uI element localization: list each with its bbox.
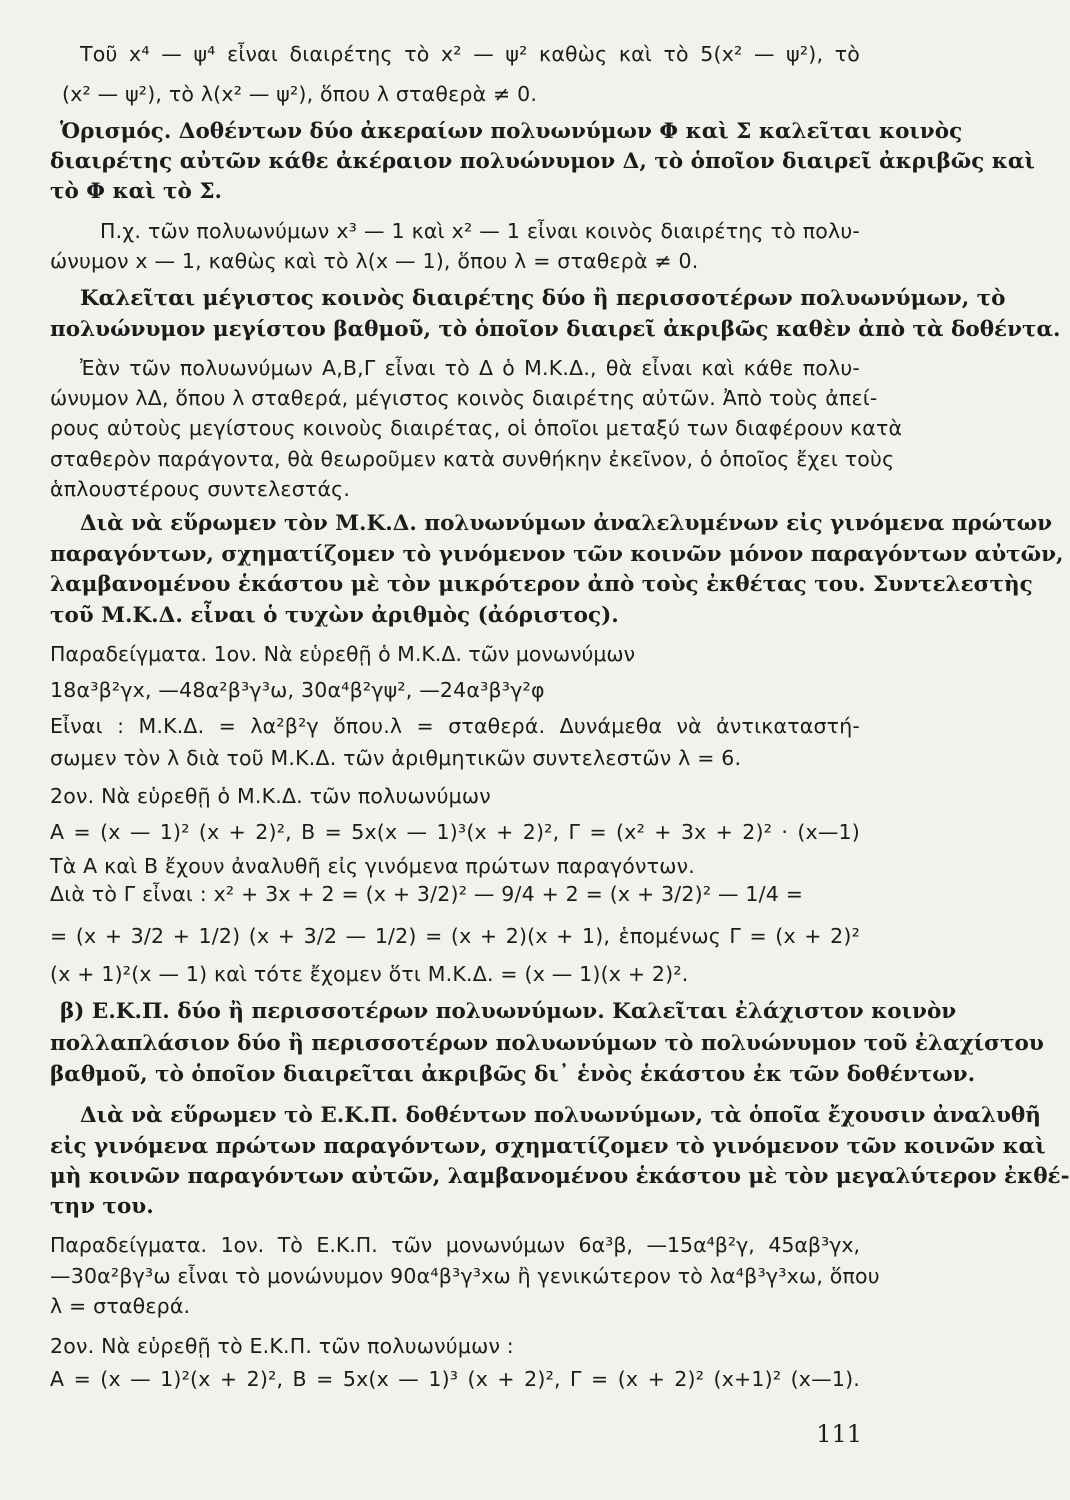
text-line: 2ον. Νὰ εὑρεθῇ τὸ Ε.Κ.Π. τῶν πολυωνύμων : [50, 1334, 514, 1358]
text-line: ἁπλουστέρους συντελεστάς. [50, 477, 351, 501]
text-line: Διὰ νὰ εὕρωμεν τὸ Ε.Κ.Π. δοθέντων πολυωνύμων, τὰ ὁποῖα ἔχουσιν ἀναλυθῆ [80, 1103, 1041, 1128]
text-line: Διὰ τὸ Γ εἶναι : x² + 3x + 2 = (x + 3/2)² — 9/4 + 2 = (x + 3/2)² — 1/4 = [50, 882, 804, 906]
text-line: Α = (x — 1)²(x + 2)², Β = 5x(x — 1)³ (x + 2)², Γ = (x + 2)² (x+1)² (x—1). [50, 1367, 860, 1391]
text-line: Τὰ Α καὶ Β ἔχουν ἀναλυθῆ εἰς γινόμενα πρώτων παραγόντων. [50, 854, 695, 878]
text-line: (x + 1)²(x — 1) καὶ τότε ἔχομεν ὅτι Μ.Κ.Δ. = (x — 1)(x + 2)². [50, 962, 689, 986]
text-line: Ὁρισμός. Δοθέντων δύο ἀκεραίων πολυωνύμων Φ καὶ Σ καλεῖται κοινὸς [60, 119, 963, 144]
text-line: ώνυμον λΔ, ὅπου λ σταθερά, μέγιστος κοινὸς διαιρέτης αὐτῶν. Ἀπὸ τοὺς ἀπεί- [50, 386, 878, 410]
text-line: την του. [50, 1194, 154, 1219]
text-line: Π.χ. τῶν πολυωνύμων x³ — 1 καὶ x² — 1 εἶναι κοινὸς διαιρέτης τὸ πολυ- [100, 219, 860, 243]
text-line: —30α²βγ³ω εἶναι τὸ μονώνυμον 90α⁴β³γ³xω ἢ γενικώτερον τὸ λα⁴β³γ³xω, ὅπου [50, 1264, 880, 1288]
text-line: σταθερὸν παράγοντα, θὰ θεωροῦμεν κατὰ συνθήκην ἐκεῖνον, ὁ ὁποῖος ἔχει τοὺς [50, 447, 895, 471]
text-line: Α = (x — 1)² (x + 2)², Β = 5x(x — 1)³(x + 2)², Γ = (x² + 3x + 2)² · (x—1) [50, 820, 860, 844]
text-line: ρους αὐτοὺς μεγίστους κοινοὺς διαιρέτας, οἱ ὁποῖοι μεταξύ των διαφέρουν κατὰ [50, 416, 903, 440]
text-line: β) Ε.Κ.Π. δύο ἢ περισσοτέρων πολυωνύμων. Καλεῖται ἐλάχιστον κοινὸν [60, 999, 957, 1024]
text-line: εἰς γινόμενα πρώτων παραγόντων, σχηματίζομεν τὸ γινόμενον τῶν κοινῶν καὶ [50, 1134, 1046, 1159]
text-line: παραγόντων, σχηματίζομεν τὸ γινόμενον τῶν κοινῶν μόνον παραγόντων αὐτῶν, [50, 542, 1064, 567]
text-line: πολλαπλάσιον δύο ἢ περισσοτέρων πολυωνύμων τὸ πολυώνυμον τοῦ ἐλαχίστου [50, 1031, 1044, 1056]
text-line: Εἶναι : Μ.Κ.Δ. = λα²β²γ ὅπου.λ = σταθερά. Δυνάμεθα νὰ ἀντικαταστή- [50, 714, 860, 738]
text-line: βαθμοῦ, τὸ ὁποῖον διαιρεῖται ἀκριβῶς δι᾽ ἑνὸς ἑκάστου ἐκ τῶν δοθέντων. [50, 1062, 976, 1087]
text-line: τὸ Φ καὶ τὸ Σ. [50, 179, 223, 204]
page-number: 111 [816, 1420, 862, 1448]
text-line: Διὰ νὰ εὕρωμεν τὸν Μ.Κ.Δ. πολυωνύμων ἀναλελυμένων εἰς γινόμενα πρώτων [80, 511, 1053, 536]
text-line: Παραδείγματα. 1ον. Νὰ εὑρεθῇ ὁ Μ.Κ.Δ. τῶν μονωνύμων [50, 642, 636, 666]
text-line: τοῦ Μ.Κ.Δ. εἶναι ὁ τυχὼν ἀριθμὸς (ἀόριστος). [50, 603, 619, 628]
text-line: λαμβανομένου ἑκάστου μὲ τὸν μικρότερον ἀπὸ τοὺς ἐκθέτας του. Συντελεστὴς [50, 572, 1033, 597]
text-line: 18α³β²γx, —48α²β³γ³ω, 30α⁴β²γψ², —24α³β³γ²φ [50, 678, 545, 702]
text-line: = (x + 3/2 + 1/2) (x + 3/2 — 1/2) = (x + 2)(x + 1), ἑπομένως Γ = (x + 2)² [50, 924, 860, 948]
text-line: ώνυμον x — 1, καθὼς καὶ τὸ λ(x — 1), ὅπου λ = σταθερὰ ≠ 0. [50, 249, 699, 273]
text-line: λ = σταθερά. [50, 1294, 191, 1318]
text-line: 2ον. Νὰ εὑρεθῇ ὁ Μ.Κ.Δ. τῶν πολυωνύμων [50, 784, 491, 808]
text-line: πολυώνυμον μεγίστου βαθμοῦ, τὸ ὁποῖον διαιρεῖ ἀκριβῶς καθὲν ἀπὸ τὰ δοθέντα. [50, 317, 1061, 342]
text-line: Τοῦ x⁴ — ψ⁴ εἶναι διαιρέτης τὸ x² — ψ² καθὼς καὶ τὸ 5(x² — ψ²), τὸ [80, 42, 860, 66]
text-line: διαιρέτης αὐτῶν κάθε ἀκέραιον πολυώνυμον Δ, τὸ ὁποῖον διαιρεῖ ἀκριβῶς καὶ [50, 149, 1035, 174]
text-line: σωμεν τὸν λ διὰ τοῦ Μ.Κ.Δ. τῶν ἀριθμητικῶν συντελεστῶν λ = 6. [50, 746, 742, 770]
text-line: μὴ κοινῶν παραγόντων αὐτῶν, λαμβανομένου ἑκάστου μὲ τὸν μεγαλύτερον ἐκθέ- [50, 1164, 1070, 1189]
text-line: Καλεῖται μέγιστος κοινὸς διαιρέτης δύο ἢ περισσοτέρων πολυωνύμων, τὸ [80, 286, 1006, 311]
text-line: Παραδείγματα. 1ον. Τὸ Ε.Κ.Π. τῶν μονωνύμων 6α³β, —15α⁴β²γ, 45αβ³γx, [50, 1233, 860, 1257]
text-line: (x² — ψ²), τὸ λ(x² — ψ²), ὅπου λ σταθερὰ ≠ 0. [62, 82, 538, 106]
text-line: Ἐὰν τῶν πολυωνύμων Α,Β,Γ εἶναι τὸ Δ ὁ Μ.Κ.Δ., θὰ εἶναι καὶ κάθε πολυ- [80, 356, 860, 380]
